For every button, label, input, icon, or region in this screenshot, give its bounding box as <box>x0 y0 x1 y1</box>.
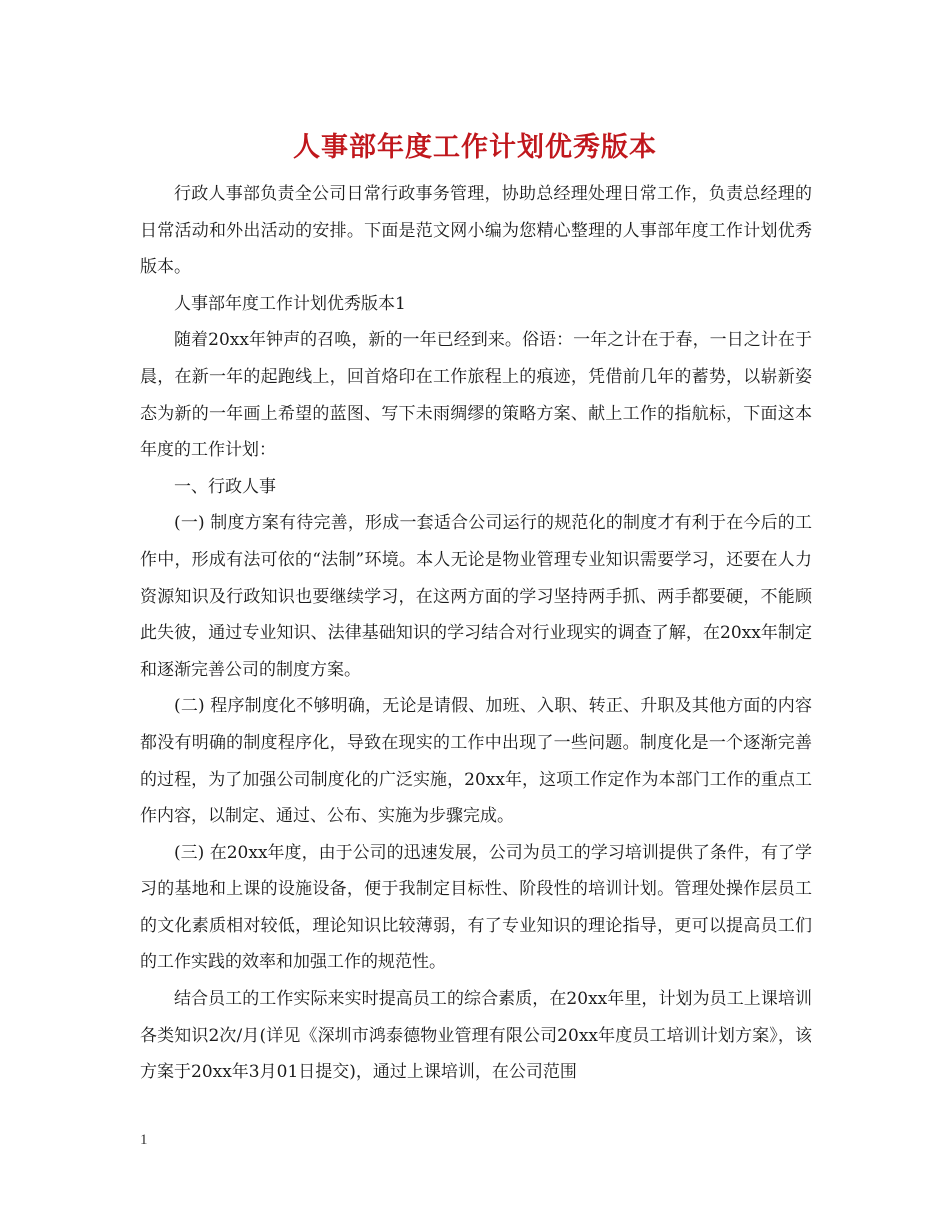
item-1-paragraph: (一) 制度方案有待完善，形成一套适合公司运行的规范化的制度才有利于在今后的工作中，形成有法可依的“法制”环境。本人无论是物业管理专业知识需要学习，还要在人力资源知识及行政知识也要继续学习，在这两方面的学习坚持两手抓、两手都要硬，不能顾此失彼，通过专业知识、法律基础知识的学习结合对行业现实的调查了解，在20xx年制定和逐渐完善公司的制度方案。 <box>140 513 812 680</box>
item-2-paragraph: (二) 程序制度化不够明确，无论是请假、加班、入职、转正、升职及其他方面的内容都没有明确的制度程序化，导致在现实的工作中出现了一些问题。制度化是一个逐渐完善的过程，为了加强公司制度化的广泛实施，20xx年，这项工作定作为本部门工作的重点工作内容，以制定、通过、公布、实施为步骤完成。 <box>140 696 812 827</box>
section-heading-admin-hr: 一、行政人事 <box>174 476 276 497</box>
opening-paragraph: 随着20xx年钟声的召唤，新的一年已经到来。俗语：一年之计在于春，一日之计在于晨，在新一年的起跑线上，回首烙印在工作旅程上的痕迹，凭借前几年的蓄势，以崭新姿态为新的一年画上希望的蓝图、写下未雨绸缪的策略方案、献上工作的指航标，下面这本年度的工作计划： <box>140 330 812 461</box>
item-3-paragraph: (三) 在20xx年度，由于公司的迅速发展，公司为员工的学习培训提供了条件，有了学习的基地和上课的设施设备，便于我制定目标性、阶段性的培训计划。管理处操作层员工的文化素质相对较低，理论知识比较薄弱，有了专业知识的理论指导，更可以提高员工们的工作实践的效率和加强工作的规范性。 <box>140 842 812 973</box>
intro-paragraph: 行政人事部负责全公司日常行政事务管理，协助总经理处理日常工作，负责总经理的日常活动和外出活动的安排。下面是范文网小编为您精心整理的人事部年度工作计划优秀版本。 <box>140 184 812 278</box>
training-paragraph: 结合员工的工作实际来实时提高员工的综合素质，在20xx年里，计划为员工上课培训各类知识2次/月(详见《深圳市鸿泰德物业管理有限公司20xx年度员工培训计划方案》，该方案于20xx年3月01日提交)，通过上课培训，在公司范围 <box>140 989 812 1083</box>
page-number: 1 <box>140 1132 148 1148</box>
section-heading-version-1: 人事部年度工作计划优秀版本1 <box>174 293 406 314</box>
document-title: 人事部年度工作计划优秀版本 <box>293 132 657 163</box>
document-body <box>140 176 812 1091</box>
